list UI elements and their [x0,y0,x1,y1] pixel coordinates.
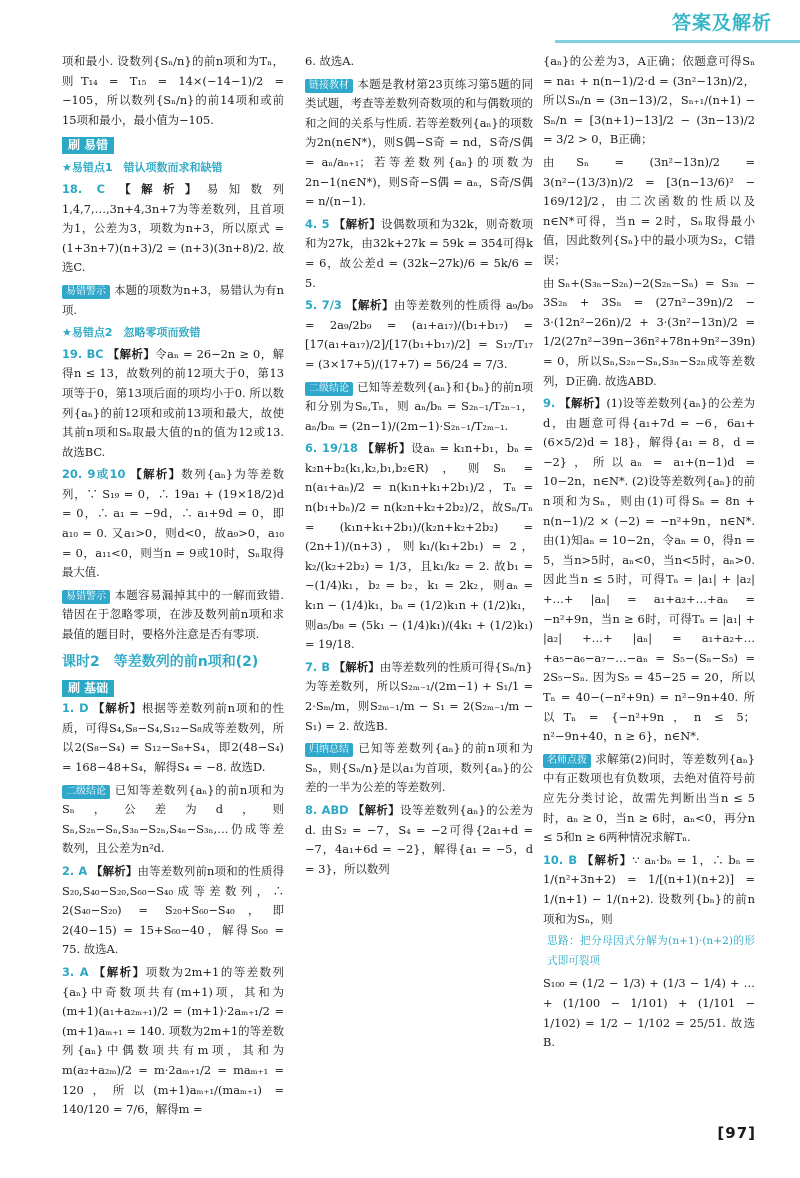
answer-text: (1)设等差数列{aₙ}的公差为d，由题意可得{a₁+7d = −6，6a₁+(6×5/2)d = 18}，解得{a₁ = 8，d = −2}，所以aₙ = a₁+(n−1)d = 10−2n，n∈N*. (2)设等差数列{aₙ}的前n项和为Sₙ，则由(1)可得Sₙ = 8n + n(n−1)/2 × (−2) = −n²+9n，n∈N*. 由(1)知aₙ = 10−2n，令aₙ = 0，得n = 5，当n>5时，aₙ<0，当n<5时，aₙ>0. 因此当n ≤ 5时，可得Tₙ = |a₁| + |a₂| +…+ |aₙ| = a₁+a₂+…+aₙ = −n²+9n，当n ≥ 6时，可得Tₙ = |a₁| + |a₂| +…+ |aₙ| = a₁+a₂+…+a₅−a₆−a₇−…−aₙ = S₅−(Sₙ−S₅) = 2S₅−Sₙ. 因为S₅ = 45−25 = 20，所以Tₙ = 40−(−n²+9n) = n²−9n+40. 所以Tₙ = {−n²+9n，n ≤ 5；n²−9n+40，n ≥ 6}，n∈N*. [543,396,755,744]
question-number: 20. 9或10 [62,467,126,482]
analysis-tag: 【解析】 [130,467,182,482]
note-text: 本题是教材第23页练习第5题的同类试题，考查等差数列奇数项的和与偶数项的和之间的关系与性质. 若等差数列{aₙ}的项数为2n(n∈N*)，则S偶−S奇 = nd，S奇/S偶 = aₙ/aₙ₊₁；若等差数列{aₙ}的项数为2n−1(n∈N*)，则S奇−S偶 = aₙ，S奇/S偶 = n/(n−1). [305,76,533,209]
note-text: 已知等差数列{aₙ}和{bₙ}的前n项和分别为Sₙ,Tₙ，则 aₙ/bₙ = S₂ₙ₋₁/T₂ₙ₋₁，aₙ/bₘ = (2n−1)/(2m−1)·S₂ₙ₋₁/T₂ₘ₋₁. [305,379,533,433]
hint-note: 思路：把分母因式分解为(n+1)·(n+2)的形式即可裂项 [547,935,755,967]
question-number: 18. C [62,181,106,196]
analysis-tag: 【解析】 [559,396,607,411]
lesson-title: 课时2 等差数列的前n项和(2) [62,653,259,670]
analysis-tag: 【解析】 [333,659,380,674]
answer-8 [305,801,533,879]
question-number: 8. ABD [305,802,349,817]
answer-10 [543,851,755,929]
analysis-tag: 【解析】 [93,964,146,979]
question-number: 2. A [62,863,88,878]
answer-text: 项数为2m+1的等差数列{aₙ}中奇数项共有(m+1)项，其和为(m+1)(a₁+a₂ₘ₊₁)/2 = (m+1)·2aₘ₊₁/2 = (m+1)aₘ₊₁ = 140. 项数为2m+1的等差数列{aₙ}中偶数项共有m项，其和为m(a₂+a₂ₘ)/2 = m·2aₘ₊₁/2 = maₘ₊₁ = 120，所以(m+1)aₘ₊₁/(maₘ₊₁) = 140/120 = 7/6，解得m = [62,964,284,1117]
answer-8-cont-1: {aₙ}的公差为3，A正确；依题意可得Sₙ = na₁ + n(n−1)/2·d = (3n²−13n)/2，所以Sₙ/n = (3n−13)/2，Sₙ₊₁/(n+1) − Sₙ/n = [3(n+1)−13]/2 − (3n−13)/2 = 3/2 > 0，B正确； [543,54,755,147]
answer-text: 令aₙ = 26−2n ≥ 0，解得n ≤ 13，故数列的前12项大于0，第13项等于0，第13项后面的项均小于0. 所以数列{aₙ}的前12项和或前13项和最大，故使其前n项和Sₙ取最大值的n的值为12或13. 故选BC. [62,346,284,459]
note-link [305,75,533,212]
header-divider [555,40,800,43]
analysis-tag: 【解析】 [346,298,394,313]
note-badge: 易错警示 [62,590,110,604]
answer-4 [305,215,533,293]
column-middle [305,52,533,882]
sub-heading-yicuo-2: ★易错点2 忽略零项而致错 [62,326,201,340]
answer-8-cont-2: 由Sₙ = (3n²−13n)/2 = 3(n²−(13/3)n)/2 = [3(n−13/6)² − 169/12]/2，由二次函数的性质以及n∈N*可得，当n = 2时，Sₙ取得最小值，因此数列{Sₙ}中的最小项为S₂，C错误； [543,154,755,267]
page-number: [97] [717,1124,756,1142]
answer-text: 数列{aₙ}为等差数列，∵ S₁₉ = 0，∴ 19a₁ + (19×18/2)d = 0，∴ a₁ = −9d，∴ a₁+9d = 0，即a₁₀ = 0. 又a₁>0，则d<0，故a₉>0，a₁₀ = 0，a₁₁<0，则当n = 9或10时，Sₙ取得最大值. [62,467,285,580]
question-number: 19. BC [62,346,104,361]
answer-5 [305,296,533,374]
note-7 [305,739,533,798]
question-number: 10. B [543,852,578,867]
answer-19 [62,345,284,463]
column-left [62,52,284,1123]
answer-text: 由等差数列前n项和的性质得S₂₀,S₄₀−S₂₀,S₆₀−S₄₀成等差数列，∴ 2(S₄₀−S₂₀) = S₂₀+S₆₀−S₄₀，即2(40−15) = 15+S₆₀−40，解得S₆₀ = 75. 故选A. [62,863,284,957]
analysis-tag: 【解析】 [107,346,156,361]
note-20 [62,586,284,645]
question-number: 1. D [62,701,89,716]
question-number: 7. B [305,659,330,674]
note-5 [305,378,533,437]
answer-9 [543,394,755,747]
question-number: 5. 7/3 [305,298,342,313]
answer-text: ∵ aₙ·bₙ = 1，∴ bₙ = 1/(n²+3n+2) = 1/[(n+1)(n+2)] = 1/(n+1) − 1/(n+2). 设数列{bₙ}的前n项和为Sₙ，则 [543,852,756,926]
note-1 [62,781,284,859]
paragraph: 项和最小. 设数列{Sₙ/n}的前n项和为Tₙ，则T₁₄ = T₁₅ = 14×(−14−1)/2 = −105，所以数列{Sₙ/n}的前14项和或前15项和最小，最小值为−105. [62,54,284,127]
note-badge: 名师点拨 [543,754,591,768]
question-number: 6. 19/18 [305,441,358,456]
answer-3 [62,963,284,1120]
analysis-tag: 【解析】 [581,852,633,867]
answer-3-end: 6. 故选A. [305,54,355,68]
sub-heading-yicuo-1: ★易错点1 错认项数而求和缺错 [62,161,223,175]
answer-text: 根据等差数列前n项和的性质，可得S₄,S₈−S₄,S₁₂−S₈成等差数列，所以2(S₈−S₄) = S₁₂−S₈+S₄，即2(48−S₄) = 168−48+S₄，解得S₄ = −8. 故选D. [62,701,284,774]
analysis-tag: 【解析】 [93,701,142,716]
analysis-tag: 【解析】 [352,802,401,817]
answer-text: 由等差数列的性质得 a₉/b₉ = 2a₉/2b₉ = (a₁+a₁₇)/(b₁+b₁₇) = [17(a₁+a₁₇)/2]/[17(b₁+b₁₇)/2] = S₁₇/T₁₇ = (3×17+5)/(17+7) = 56/24 = 7/3. [305,298,533,371]
analysis-tag: 【解析】 [333,216,382,231]
note-badge: 归纳总结 [305,743,353,757]
analysis-tag: 【解析】 [362,441,412,456]
note-18 [62,281,284,320]
note-badge: 二级结论 [305,382,353,396]
section-heading-jichu: 刷 基础 [62,680,114,697]
question-number: 4. 5 [305,216,330,231]
answer-2 [62,862,284,960]
answer-1 [62,699,284,777]
answer-7 [305,658,533,736]
answer-8-cont-3: 由Sₙ+(S₃ₙ−S₂ₙ)−2(S₂ₙ−Sₙ) = S₃ₙ − 3S₂ₙ + 3Sₙ = (27n²−39n)/2 − 3·(12n²−26n)/2 + 3·(3n²−13n)/2 = 1/2(27n²−39n−36n²+78n+9n²−39n) = 0，所以Sₙ,S₂ₙ−Sₙ,S₃ₙ−S₂ₙ成等差数列，D正确. 故选ABD. [543,275,756,388]
answer-20 [62,465,284,583]
note-text: 本题的项数为n+3，易错认为有n项. [62,282,284,317]
note-9 [543,750,755,848]
column-right [543,52,755,1056]
answer-text: 易知数列1,4,7,…,3n+4,3n+7为等差数列，且首项为1，公差为3，项数为n+3，所以原式 = (1+3n+7)(n+3)/2 = (n+3)(3n+8)/2. 故选C. [62,181,284,275]
answer-text: 设等差数列{aₙ}的公差为d. 由S₂ = −7，S₄ = −2可得{2a₁+d = −7，4a₁+6d = −2}，解得{a₁ = −5，d = 3}，所以数列 [305,802,534,876]
answer-18 [62,180,284,278]
page-header-title: 答案及解析 [671,12,772,34]
question-number: 9. [543,396,556,411]
note-text: 已知等差数列{aₙ}的前n项和为Sₙ，则{Sₙ/n}是以a₁为首项，数列{aₙ}的公差的一半为公差的等差数列. [305,741,533,795]
note-text: 已知等差数列{aₙ}的前n项和为Sₙ，公差为d，则Sₙ,S₂ₙ−Sₙ,S₃ₙ−S₂ₙ,S₄ₙ−S₃ₙ,…仍成等差数列，且公差为n²d. [62,782,284,856]
section-heading-yicuo: 刷 易错 [62,137,114,154]
answer-text: 由等差数列的性质可得{Sₙ/n}为等差数列，所以S₂ₘ₋₁/(2m−1) + S₁/1 = 2·Sₘ/m，则S₂ₘ₋₁/m − S₁ = 2(S₂ₘ₋₁/m − S₁) = 2. 故选B. [305,659,533,733]
note-badge: 二级结论 [62,785,110,799]
note-text: 求解第(2)问时，等差数列{aₙ}中有正数项也有负数项，去绝对值符号前应先分类讨论，故需先判断出当n ≤ 5时，aₙ ≥ 0，当n ≥ 6时，aₙ<0，再分n ≤ 5和n ≥ 6两种情况求解Tₙ. [543,751,755,845]
analysis-tag: 【解析】 [91,863,138,878]
note-badge: 链接教材 [305,79,353,93]
analysis-tag: 【解析】 [119,181,207,196]
answer-text: 设aₙ = k₁n+b₁，bₙ = k₂n+b₂(k₁,k₂,b₁,b₂∈R)，则Sₙ = n(a₁+aₙ)/2 = n(k₁n+k₁+2b₁)/2，Tₙ = n(b₁+bₙ)/2 = n(k₂n+k₂+2b₂)/2，故Sₙ/Tₙ = (k₁n+k₁+2b₁)/(k₂n+k₂+2b₂) = (2n+1)/(n+3)，则k₁/(k₁+2b₁) = 2，k₂/(k₂+2b₂) = 1/3，且k₁/k₂ = 2. 故b₁ = −(1/4)k₁，b₂ = b₂，k₁ = 2k₂，则aₙ = k₁n − (1/4)k₁，bₙ = (1/2)k₁n + (1/2)k₁，则a₅/b₈ = (5k₁ − (1/4)k₁)/(4k₁ + (1/2)k₁) = 19/18. [305,441,533,652]
note-text: 本题容易漏掉其中的一解而致错. 错因在于忽略零项，在涉及数列前n项和求最值的题目时，要格外注意是否有零项. [62,587,284,642]
answer-6 [305,439,533,655]
answer-10-cont: S₁₀₀ = (1/2 − 1/3) + (1/3 − 1/4) + … + (1/100 − 1/101) + (1/101 − 1/102) = 1/2 − 1/102 = 25/51. 故选B. [543,976,755,1050]
answer-text: 设偶数项和为32k，则奇数项和为27k，由32k+27k = 59k = 354可得k = 6，故公差d = (32k−27k)/6 = 5k/6 = 5. [305,216,533,290]
question-number: 3. A [62,964,89,979]
note-badge: 易错警示 [62,285,110,299]
